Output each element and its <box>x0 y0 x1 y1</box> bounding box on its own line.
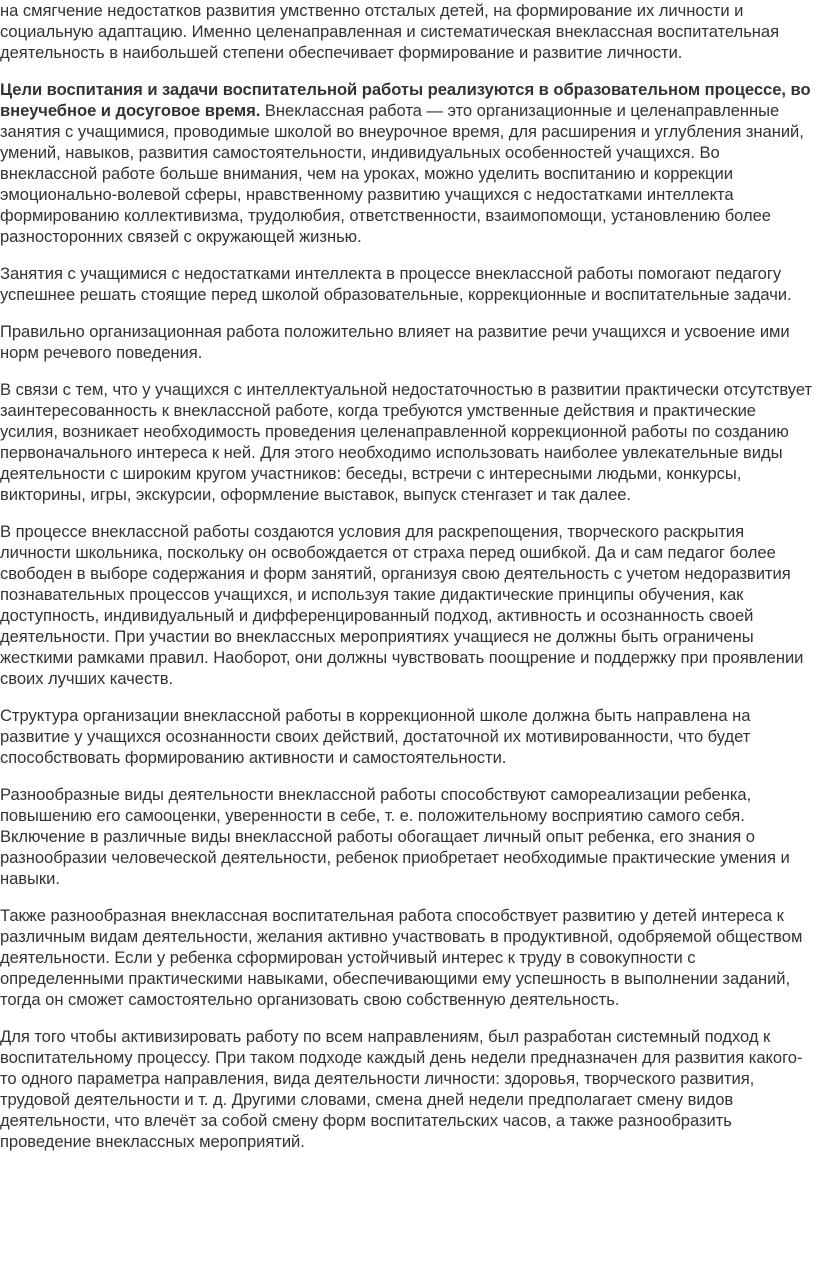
paragraph-4-text: Правильно организационная работа положительно влияет на развитие речи учащихся и усвоение ими норм речевого поведения. <box>0 322 790 362</box>
paragraph-10-text: Для того чтобы активизировать работу по всем направлениям, был разработан системный подход к воспитательному процессу. При таком подходе каждый день недели предназначен для развития какого-то одного параметра направления, вида деятельности личности: здоровья, творческого развития, трудовой деятельности и т. д. Другими словами, смена дней недели предполагает смену видов деятельности, что влечёт за собой смену форм воспитательских часов, а также разнообразить проведение внеклассных мероприятий. <box>0 1027 803 1151</box>
paragraph-6 <box>0 521 814 689</box>
paragraph-9-text: Также разнообразная внеклассная воспитательная работа способствует развитию у детей интереса к различным видам деятельности, желания активно участвовать в продуктивной, одобряемой обществом деятельности. Если у ребенка сформирован устойчивый интерес к труду в совокупности с определенными практическими навыками, обеспечивающими ему успешность в выполнении заданий, тогда он сможет самостоятельно организовать свою собственную деятельность. <box>0 906 803 1009</box>
paragraph-2 <box>0 79 814 247</box>
paragraph-5 <box>0 379 814 505</box>
paragraph-6-text: В процессе внеклассной работы создаются условия для раскрепощения, творческого раскрытия личности школьника, поскольку он освобождается от страха перед ошибкой. Да и сам педагог более свободен в выборе содержания и форм занятий, организуя свою деятельность с учетом недоразвития познавательных процессов учащихся, и используя такие дидактические принципы обучения, как доступность, индивидуальный и дифференцированный подход, активность и осознанность своей деятельности. При участии во внеклассных мероприятиях учащиеся не должны быть ограничены жесткими рамками правил. Наоборот, они должны чувствовать поощрение и поддержку при проявлении своих лучших качеств. <box>0 522 804 688</box>
paragraph-7 <box>0 705 814 768</box>
paragraph-7-text: Структура организации внеклассной работы в коррекционной школе должна быть направлена на развитие у учащихся осознанности своих действий, достаточной их мотивированности, что будет способствовать формированию активности и самостоятельности. <box>0 706 751 767</box>
paragraph-3-text: Занятия с учащимися с недостатками интеллекта в процессе внеклассной работы помогают педагогу успешнее решать стоящие перед школой образовательные, коррекционные и воспитательные задачи. <box>0 264 792 304</box>
paragraph-1 <box>0 0 814 63</box>
paragraph-3 <box>0 263 814 305</box>
paragraph-2-text: Внеклассная работа — это организационные и целенаправленные занятия с учащимися, проводимые школой во внеурочное время, для расширения и углубления знаний, умений, навыков, развития самостоятельности, индивидуальных особенностей учащихся. Во внеклассной работе больше внимания, чем на уроках, можно уделить воспитанию и коррекции эмоционально-волевой сферы, нравственному развитию учащихся с недостатками интеллекта формированию коллективизма, трудолюбия, ответственности, взаимопомощи, установлению более разносторонних связей с окружающей жизнью. <box>0 101 804 246</box>
paragraph-4 <box>0 321 814 363</box>
paragraph-10 <box>0 1026 814 1152</box>
paragraph-8-text: Разнообразные виды деятельности внеклассной работы способствуют самореализации ребенка, повышению его самооценки, уверенности в себе, т. е. положительному восприятию самого себя. Включение в различные виды внеклассной работы обогащает личный опыт ребенка, его знания о разнообразии человеческой деятельности, ребенок приобретает необходимые практические умения и навыки. <box>0 785 790 888</box>
paragraph-8 <box>0 784 814 889</box>
paragraph-9 <box>0 905 814 1010</box>
paragraph-1-text: на смягчение недостатков развития умственно отсталых детей, на формирование их личности и социальную адаптацию. Именно целенаправленная и систематическая внеклассная воспитательная деятельность в наибольшей степени обеспечивает формирование и развитие личности. <box>0 1 780 62</box>
paragraph-2-bold-lead: Цели воспитания и задачи воспитательной работы реализуются в образовательном процессе, во внеучебное и досуговое время. <box>0 80 811 120</box>
paragraph-5-text: В связи с тем, что у учащихся с интеллектуальной недостаточностью в развитии практически отсутствует заинтересованность к внеклассной работе, когда требуются умственные действия и практические усилия, возникает необходимость проведения целенаправленной коррекционной работы по созданию первоначального интереса к ней. Для этого необходимо использовать наиболее увлекательные виды деятельности с широким кругом участников: беседы, встречи с интересными людьми, конкурсы, викторины, игры, экскурсии, оформление выставок, выпуск стенгазет и так далее. <box>0 380 813 504</box>
